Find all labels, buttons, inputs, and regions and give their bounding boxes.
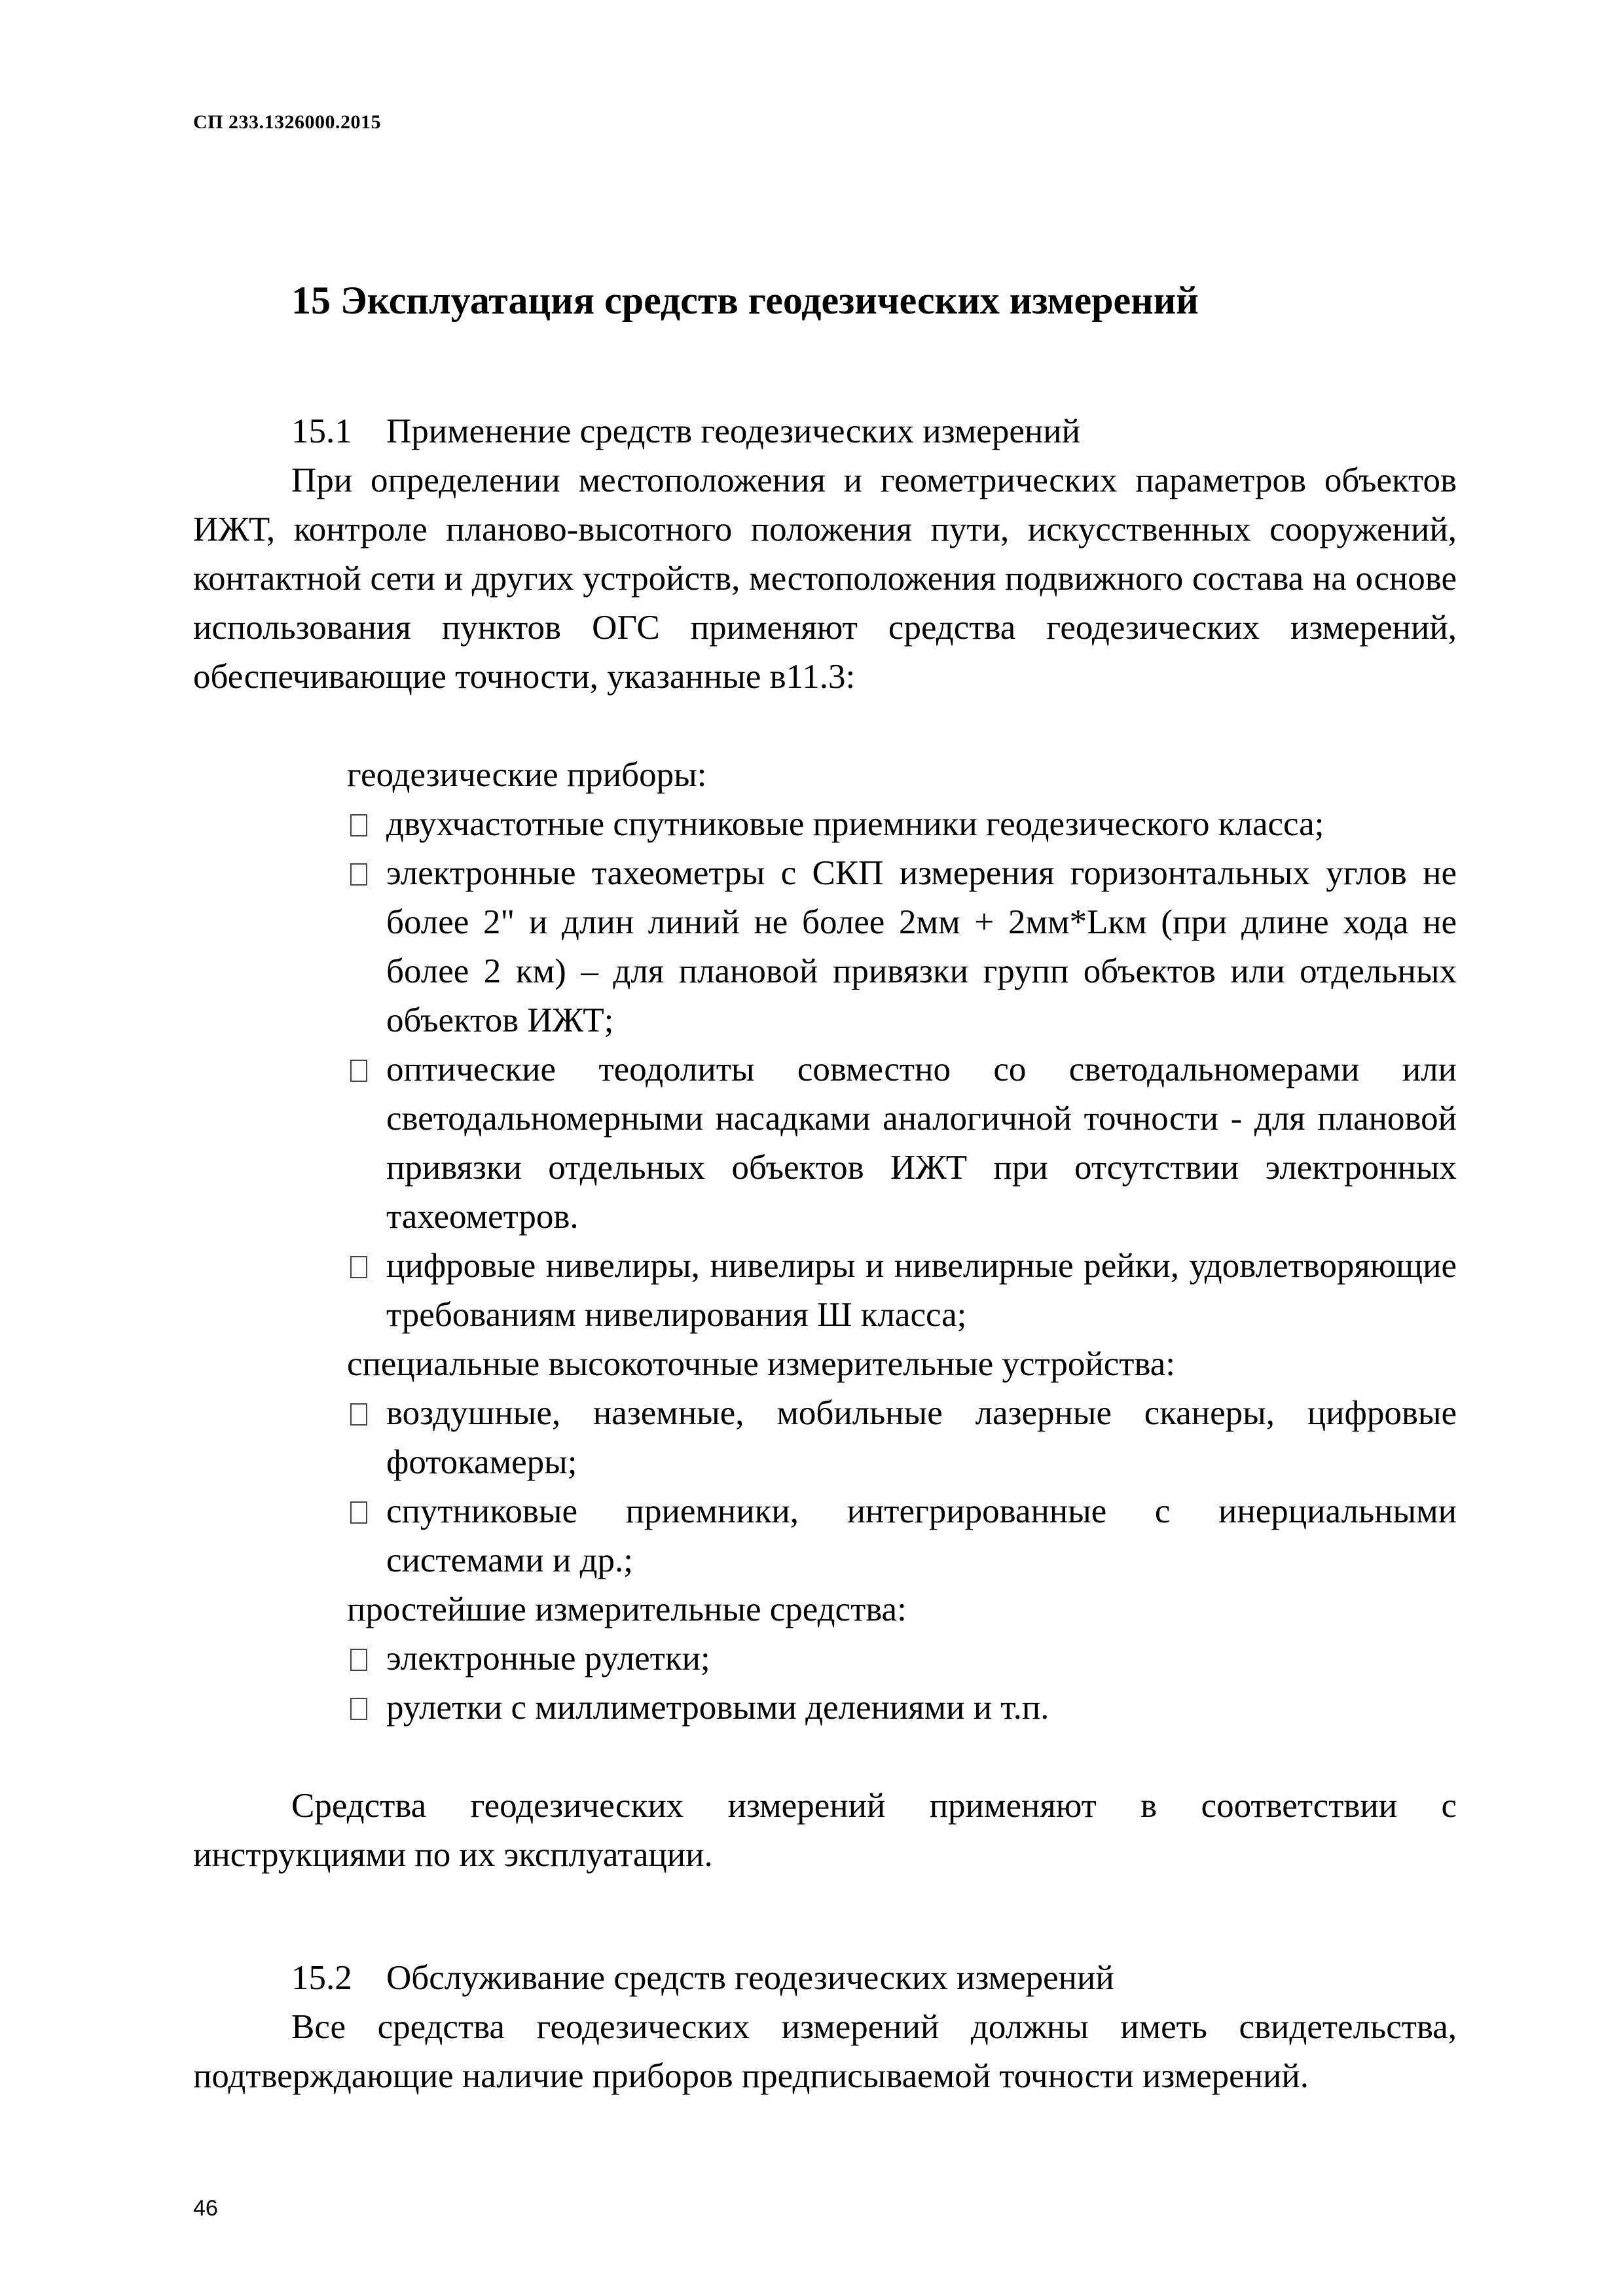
bullet-box-icon: [350, 814, 367, 836]
group-label-geodetic-instruments: геодезические приборы:: [347, 756, 707, 794]
instruments-list: [347, 751, 1457, 1732]
list-item-text: цифровые нивелиры, нивелиры и нивелирные рейки, удовлетворяющие требованиям нивелирования Ш класса;: [386, 1247, 1457, 1334]
list-item-text: электронные тахеометры с СКП измерения горизонтальных углов не более 2" и длин линий не более 2мм + 2мм*Lкм (при длине хода не более 2 км) – для плановой привязки групп объектов или отдельных объектов ИЖТ;: [386, 854, 1457, 1039]
bullet-box-icon: [350, 1060, 367, 1082]
list-item: [347, 1045, 1457, 1242]
list-item-text: рулетки с миллиметровыми делениями и т.п.: [386, 1689, 1049, 1727]
list-item: [347, 1634, 1457, 1683]
closing-paragraph: Средства геодезических измерений применяют в соответствии с инструкциями по их эксплуатации.: [193, 1787, 1457, 1874]
list-item: [347, 1683, 1457, 1732]
list-item-text: спутниковые приемники, интегрированные с инерциальными системами и др.;: [386, 1492, 1457, 1579]
list-item: [347, 1242, 1457, 1340]
list-item-text: воздушные, наземные, мобильные лазерные сканеры, цифровые фотокамеры;: [386, 1394, 1457, 1481]
bullet-box-icon: [350, 1256, 367, 1278]
list-item: [347, 849, 1457, 1045]
bullet-box-icon: [350, 1403, 367, 1426]
list-item-text: двухчастотные спутниковые приемники геодезического класса;: [386, 805, 1324, 843]
subsection-number: 15.1: [291, 412, 352, 450]
subsection-title: Применение средств геодезических измерений: [386, 412, 1080, 450]
subsection-heading-15-1: [291, 407, 1080, 456]
list-item: [347, 1389, 1457, 1487]
bullet-box-icon: [350, 863, 367, 886]
maintenance-paragraph: Все средства геодезических измерений должны иметь свидетельства, подтверждающие наличие приборов предписываемой точности измерений.: [193, 2008, 1457, 2095]
subsection-number: 15.2: [291, 1959, 352, 1997]
subsection-heading-15-2: [291, 1954, 1114, 2003]
document-code-header: СП 233.1326000.2015: [193, 111, 381, 133]
subsection-title: Обслуживание средств геодезических измерений: [386, 1959, 1114, 1997]
bullet-box-icon: [350, 1698, 367, 1720]
bullet-box-icon: [350, 1649, 367, 1671]
section-title: 15 Эксплуатация средств геодезических измерений: [291, 279, 1199, 322]
group-label-simple-tools: простейшие измерительные средства:: [347, 1590, 907, 1628]
list-item-text: оптические теодолиты совместно со светодальномерами или светодальномерными насадками аналогичной точности - для плановой привязки отдельных объектов ИЖТ при отсутствии электронных тахеометров.: [386, 1050, 1457, 1236]
intro-paragraph: При определении местоположения и геометрических параметров объектов ИЖТ, контроле планово-высотного положения пути, искусственных сооружений, контактной сети и других устройств, местоположения подвижного состава на основе использования пунктов ОГС применяют средства геодезических измерений, обеспечивающие точности, указанные в11.3:: [193, 461, 1457, 696]
bullet-box-icon: [350, 1501, 367, 1524]
list-item: [347, 800, 1457, 849]
page-number: 46: [193, 2196, 218, 2221]
list-item: [347, 1487, 1457, 1585]
group-label-high-precision-devices: специальные высокоточные измерительные устройства:: [347, 1345, 1175, 1383]
list-item-text: электронные рулетки;: [386, 1640, 710, 1677]
